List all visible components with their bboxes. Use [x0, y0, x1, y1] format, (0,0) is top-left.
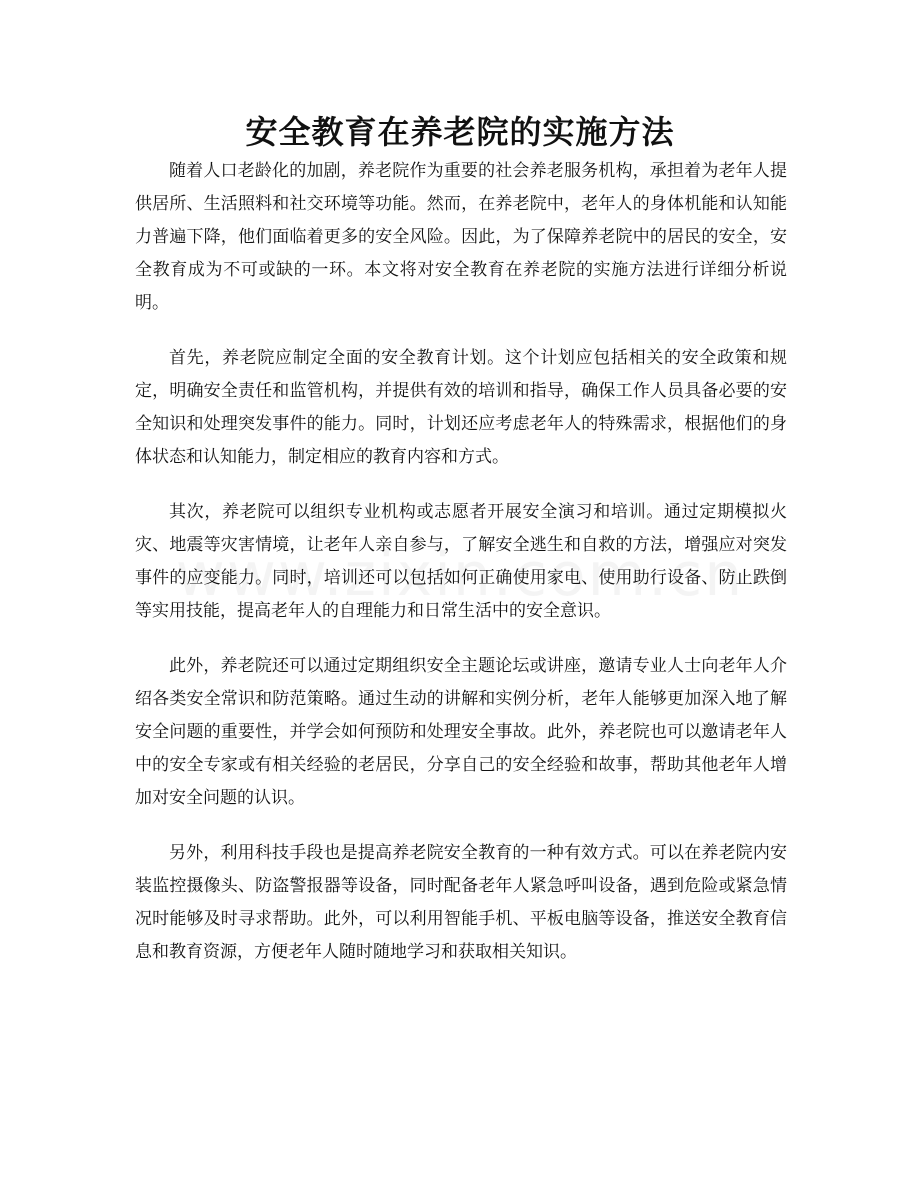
document-body	[135, 155, 787, 969]
paragraph-plan: 首先，养老院应制定全面的安全教育计划。这个计划应包括相关的安全政策和规定，明确安全责任和监管机构，并提供有效的培训和指导，确保工作人员具备必要的安全知识和处理突发事件的能力。同时，计划还应考虑老年人的特殊需求，根据他们的身体状态和认知能力，制定相应的教育内容和方式。	[135, 348, 787, 467]
document-title: 安全教育在养老院的实施方法	[245, 113, 675, 151]
paragraph-drills: 其次，养老院可以组织专业机构或志愿者开展安全演习和培训。通过定期模拟火灾、地震等灾害情境，让老年人亲自参与，了解安全逃生和自救的方法，增强应对突发事件的应变能力。同时，培训还可以包括如何正确使用家电、使用助行设备、防止跌倒等实用技能，提高老年人的自理能力和日常生活中的安全意识。	[135, 502, 787, 621]
paragraph-lectures: 此外，养老院还可以通过定期组织安全主题论坛或讲座，邀请专业人士向老年人介绍各类安全常识和防范策略。通过生动的讲解和实例分析，老年人能够更加深入地了解安全问题的重要性，并学会如何预防和处理安全事故。此外，养老院也可以邀请老年人中的安全专家或有相关经验的老居民，分享自己的安全经验和故事，帮助其他老年人增加对安全问题的认识。	[135, 656, 787, 808]
paragraph-technology: 另外，利用科技手段也是提高养老院安全教育的一种有效方式。可以在养老院内安装监控摄像头、防盗警报器等设备，同时配备老年人紧急呼叫设备，遇到危险或紧急情况时能够及时寻求帮助。此外，可以利用智能手机、平板电脑等设备，推送安全教育信息和教育资源，方便老年人随时随地学习和获取相关知识。	[135, 843, 787, 962]
paragraph-intro: 随着人口老龄化的加剧，养老院作为重要的社会养老服务机构，承担着为老年人提供居所、生活照料和社交环境等功能。然而，在养老院中，老年人的身体机能和认知能力普遍下降，他们面临着更多的安全风险。因此，为了保障养老院中的居民的安全，安全教育成为不可或缺的一环。本文将对安全教育在养老院的实施方法进行详细分析说明。	[135, 161, 787, 313]
